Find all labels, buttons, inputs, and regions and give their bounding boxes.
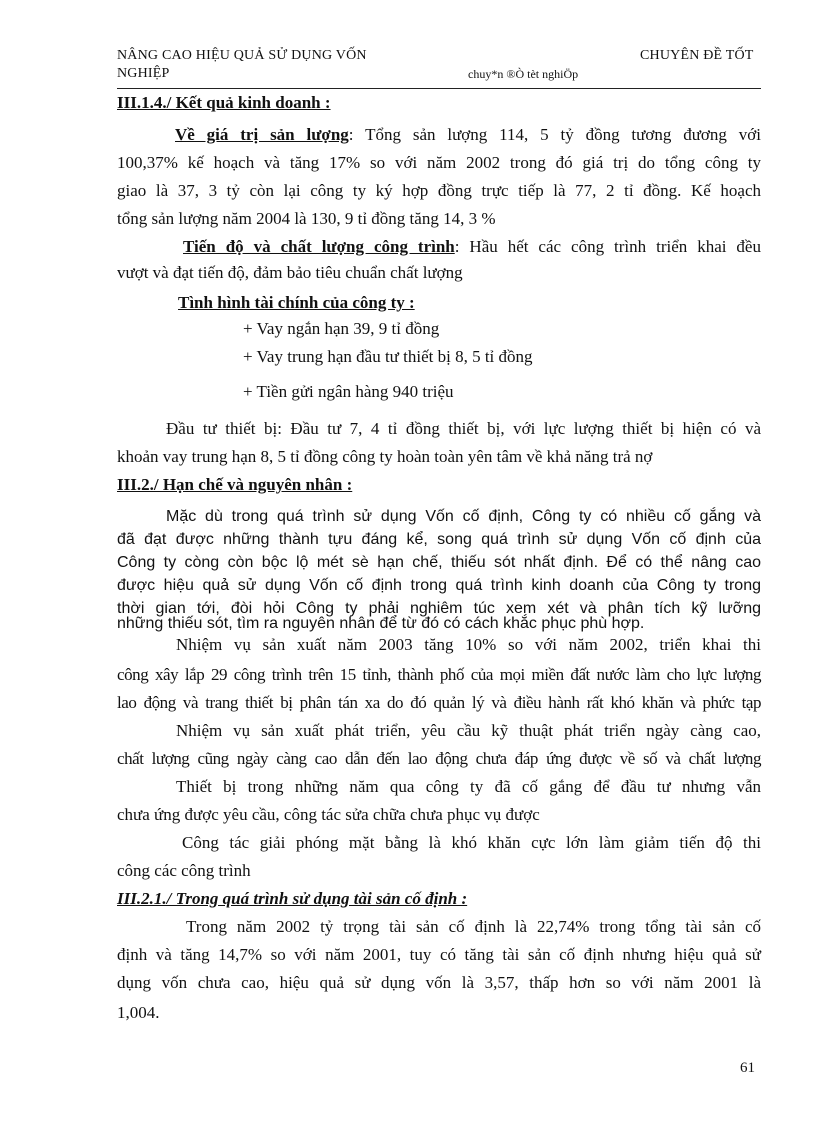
paragraph-line: Công ty còng còn bộc lộ mét sè hạn chế, thiếu sót nhất định. Để có thể nâng cao <box>117 554 761 571</box>
paragraph-line: chưa ứng được yêu cầu, công tác sửa chữa chưa phục vụ được <box>117 805 540 824</box>
paragraph-line: Thiết bị trong những năm qua công ty đã cố gắng để đầu tư nhưng vẫn <box>176 777 761 796</box>
finance-item: + Tiền gửi ngân hàng 940 triệu <box>243 382 454 401</box>
section-heading-2: III.2./ Hạn chế và nguyên nhân : <box>117 475 353 494</box>
paragraph-line: Nhiệm vụ sản xuất phát triển, yêu cầu kỹ thuật phát triển ngày càng cao, <box>176 721 761 740</box>
finance-item: + Vay ngắn hạn 39, 9 tỉ đồng <box>243 319 440 338</box>
paragraph-line: được hiệu quả sử dụng Vốn cố định trong quá trình kinh doanh của Công ty trong <box>117 577 761 594</box>
paragraph-line: 100,37% kế hoạch và tăng 17% so với năm 2002 trong đó giá trị do tổng công ty <box>117 153 761 172</box>
paragraph-line: định và tăng 14,7% so với năm 2001, tuy có tăng tài sản cố định nhưng hiệu quả sử <box>117 945 761 964</box>
paragraph-line: tổng sản lượng năm 2004 là 130, 9 tỉ đồng tăng 14, 3 % <box>117 209 496 228</box>
section-heading-1-4: III.1.4./ Kết quả kinh doanh : <box>117 93 331 112</box>
header-title-line2: NGHIỆP <box>117 66 170 81</box>
header-right-text: CHUYÊN ĐỀ TỐT <box>640 48 754 63</box>
paragraph-line: Công tác giải phóng mặt bằng là khó khăn cực lớn làm giảm tiến độ thi <box>182 833 761 852</box>
paragraph-line: Nhiệm vụ sản xuất năm 2003 tăng 10% so với năm 2002, triển khai thi <box>176 635 761 654</box>
output-value-label: Về giá trị sản lượng <box>175 125 349 144</box>
header-title-line1: NÂNG CAO HIỆU QUẢ SỬ DỤNG VỐN <box>117 48 367 63</box>
paragraph-line: vượt và đạt tiến độ, đảm bảo tiêu chuẩn chất lượng <box>117 263 463 282</box>
finance-item: + Vay trung hạn đầu tư thiết bị 8, 5 tỉ đồng <box>243 347 533 366</box>
paragraph-line: công các công trình <box>117 861 251 880</box>
paragraph-line: lao động và trang thiết bị phân tán xa do đó quản lý và điều hành rất khó khăn và phức tạp <box>117 693 761 712</box>
paragraph-line: Trong năm 2002 tỷ trọng tài sản cố định là 22,74% trong tổng tài sản cố <box>186 917 761 936</box>
paragraph-line: khoản vay trung hạn 8, 5 tỉ đồng công ty hoàn toàn yên tâm về khả năng trả nợ <box>117 447 653 466</box>
paragraph-line: thời gian tới, đòi hỏi Công ty phải nghiêm túc xem xét và phân tích kỹ lưỡng <box>117 600 761 617</box>
paragraph-line: Đầu tư thiết bị: Đầu tư 7, 4 tỉ đồng thiết bị, với lực lượng thiết bị hiện có và <box>166 419 761 438</box>
paragraph-line: những thiếu sót, tìm ra nguyên nhân để từ đó có cách khắc phục phù hợp. <box>117 615 645 632</box>
paragraph-line: giao là 37, 3 tỷ còn lại công ty ký hợp đồng trực tiếp là 77, 2 tỉ đồng. Kế hoạch <box>117 181 761 200</box>
header-center-text: chuy*n ®Ò tèt nghiÖp <box>468 67 579 81</box>
paragraph-line: Về giá trị sản lượng: Tổng sản lượng 114, 5 tỷ đồng tương đương với <box>175 125 761 144</box>
progress-quality-label: Tiến độ và chất lượng công trình <box>183 237 455 256</box>
finance-label: Tình hình tài chính của công ty : <box>178 293 415 312</box>
paragraph-line: công xây lắp 29 công trình trên 15 tỉnh, thành phố của mọi miền đất nước làm cho lực lượng <box>117 665 761 684</box>
section-heading-2-1: III.2.1./ Trong quá trình sử dụng tài sản cố định : <box>117 889 468 908</box>
paragraph-line: 1,004. <box>117 1003 160 1022</box>
page-number: 61 <box>740 1060 755 1076</box>
paragraph-line: đã đạt được những thành tựu đáng kể, song quá trình sử dụng Vốn cố định của <box>117 531 761 548</box>
paragraph-line: Tiến độ và chất lượng công trình: Hầu hết các công trình triển khai đều <box>183 237 761 256</box>
paragraph-line: chất lượng cũng ngày càng cao dẫn đến lao động chưa đáp ứng được về số và chất lượng <box>117 749 761 768</box>
paragraph-line: Mặc dù trong quá trình sử dụng Vốn cố định, Công ty có nhiều cố gắng và <box>166 508 761 525</box>
paragraph-line: dụng vốn chưa cao, hiệu quả sử dụng vốn là 3,57, thấp hơn so với năm 2001 là <box>117 973 761 992</box>
header-rule <box>117 88 761 89</box>
